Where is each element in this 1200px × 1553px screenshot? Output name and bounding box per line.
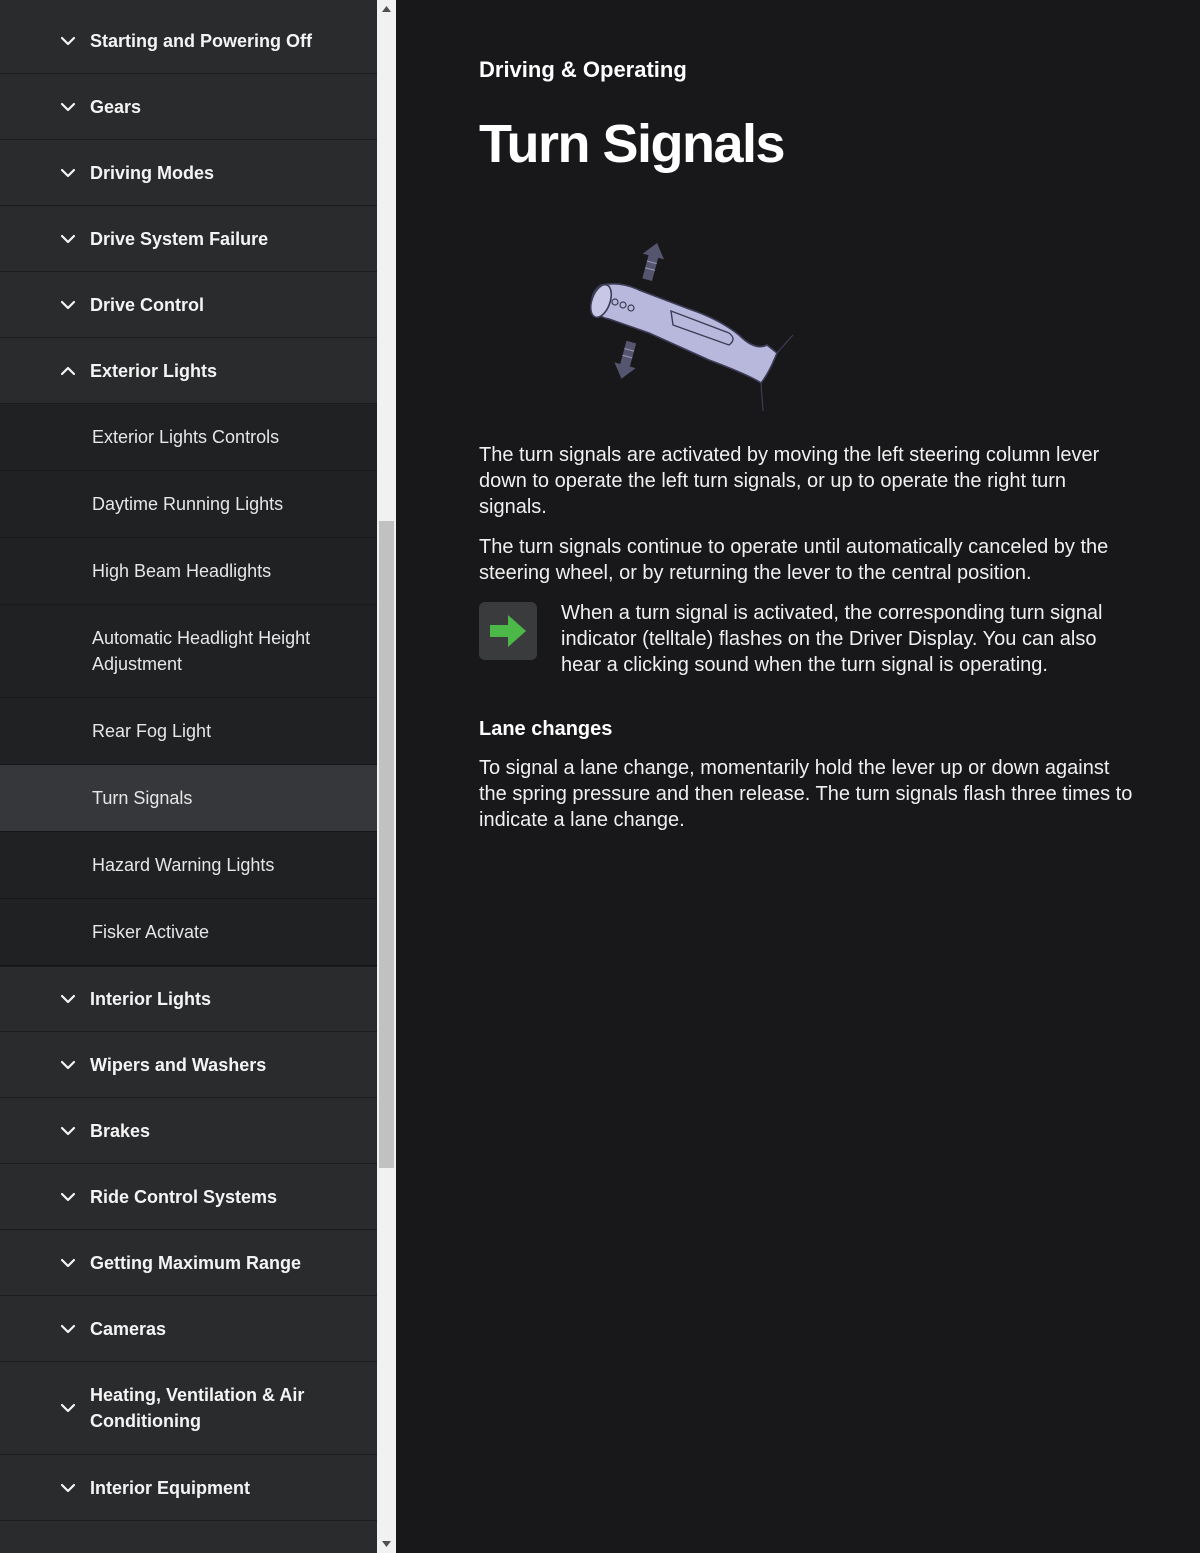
lever-down-arrow-icon	[611, 339, 642, 381]
nav-item-label: Drive Control	[90, 294, 205, 315]
nav-item-driving-modes[interactable]	[0, 140, 377, 206]
nav-item-label: Ride Control Systems	[90, 1186, 278, 1207]
sub-item-turn-signals[interactable]: Turn Signals	[0, 765, 377, 832]
chevron-down-icon	[56, 95, 80, 119]
sub-item-daytime-running-lights[interactable]: Daytime Running Lights	[0, 471, 377, 538]
chevron-down-icon	[56, 987, 80, 1011]
sub-item-rear-fog-light[interactable]: Rear Fog Light	[0, 698, 377, 765]
chevron-down-icon	[56, 1185, 80, 1209]
nav-item-label: Interior Lights	[90, 989, 211, 1009]
page-title: Turn Signals	[479, 114, 785, 174]
lever-up-arrow-icon	[637, 240, 668, 282]
nav-item-label: Driving Modes	[90, 162, 215, 183]
scroll-down-arrow-icon[interactable]	[377, 1535, 396, 1553]
nav-item-label: Wipers and Washers	[90, 1054, 267, 1075]
nav-item-exterior-lights[interactable]	[0, 338, 377, 404]
sub-item-high-beam-headlights[interactable]: High Beam Headlights	[0, 538, 377, 605]
lane-changes-heading: Lane changes	[479, 718, 613, 740]
sub-item-automatic-headlight-height-adjustment[interactable]: Automatic Headlight Height Adjustment	[0, 605, 377, 698]
nav-item-label: Brakes	[90, 1120, 151, 1141]
sub-item-hazard-warning-lights[interactable]: Hazard Warning Lights	[0, 832, 377, 899]
exterior-lights-submenu	[0, 404, 377, 966]
chevron-down-icon	[56, 293, 80, 317]
nav-item-label: Cameras	[90, 1318, 167, 1339]
nav-item-label: Interior Equipment	[90, 1477, 251, 1498]
chevron-down-icon	[56, 1396, 80, 1420]
chevron-up-icon	[56, 359, 80, 383]
chevron-down-icon	[56, 1251, 80, 1275]
chevron-down-icon	[56, 1317, 80, 1341]
nav-item-interior-lights[interactable]	[0, 966, 377, 1032]
scrollbar-thumb[interactable]	[379, 521, 394, 1168]
nav-item-label: Getting Maximum Range	[90, 1252, 302, 1273]
steering-lever-illustration	[579, 235, 819, 415]
nav-item-wipers-washers[interactable]	[0, 1032, 377, 1098]
nav-item-drive-system-failure[interactable]	[0, 206, 377, 272]
intro-paragraph: The turn signals are activated by moving the left steering column lever down to operate the left turn signals, or up to operate the right turn signals.	[479, 444, 1100, 518]
chevron-down-icon	[56, 29, 80, 53]
nav-item-label: Heating, Ventilation & Air Conditioning	[90, 1385, 305, 1431]
sidebar-nav	[0, 0, 377, 1553]
nav-item-hvac[interactable]	[0, 1362, 377, 1455]
sidebar-scrollbar[interactable]	[377, 0, 396, 1553]
main-content	[479, 0, 1139, 847]
note-text: When a turn signal is activated, the corresponding turn signal indicator (telltale) flashes on the Driver Display. You can also hear a clicking sound when the turn signal is operating.	[561, 602, 1103, 676]
nav-item-label: Starting and Powering Off	[90, 30, 313, 51]
nav-item-ride-control-systems[interactable]	[0, 1164, 377, 1230]
nav-item-interior-equipment[interactable]	[0, 1455, 377, 1521]
chevron-down-icon	[56, 1119, 80, 1143]
turn-signal-arrow-icon	[479, 602, 537, 660]
nav-item-label: Exterior Lights	[90, 360, 218, 381]
nav-item-gears[interactable]	[0, 74, 377, 140]
scroll-up-arrow-icon[interactable]	[377, 0, 396, 18]
sub-item-exterior-lights-controls[interactable]: Exterior Lights Controls	[0, 404, 377, 471]
breadcrumb[interactable]: Driving & Operating	[479, 57, 687, 82]
turn-signal-note	[479, 600, 1139, 678]
nav-item-starting-powering-off[interactable]	[0, 8, 377, 74]
nav-item-cameras[interactable]	[0, 1296, 377, 1362]
nav-item-brakes[interactable]	[0, 1098, 377, 1164]
nav-item-drive-control[interactable]	[0, 272, 377, 338]
nav-list	[0, 8, 377, 1521]
chevron-down-icon	[56, 1053, 80, 1077]
chevron-down-icon	[56, 1476, 80, 1500]
cancel-paragraph: The turn signals continue to operate until automatically canceled by the steering wheel, or by returning the lever to the central position.	[479, 536, 1109, 584]
nav-item-getting-maximum-range[interactable]	[0, 1230, 377, 1296]
chevron-down-icon	[56, 227, 80, 251]
chevron-down-icon	[56, 161, 80, 185]
nav-item-label: Drive System Failure	[90, 228, 269, 249]
nav-item-label: Gears	[90, 96, 142, 117]
sub-item-fisker-activate[interactable]: Fisker Activate	[0, 899, 377, 966]
lane-changes-paragraph: To signal a lane change, momentarily hold the lever up or down against the spring pressure and then release. The turn signals flash three times to indicate a lane change.	[479, 757, 1133, 831]
